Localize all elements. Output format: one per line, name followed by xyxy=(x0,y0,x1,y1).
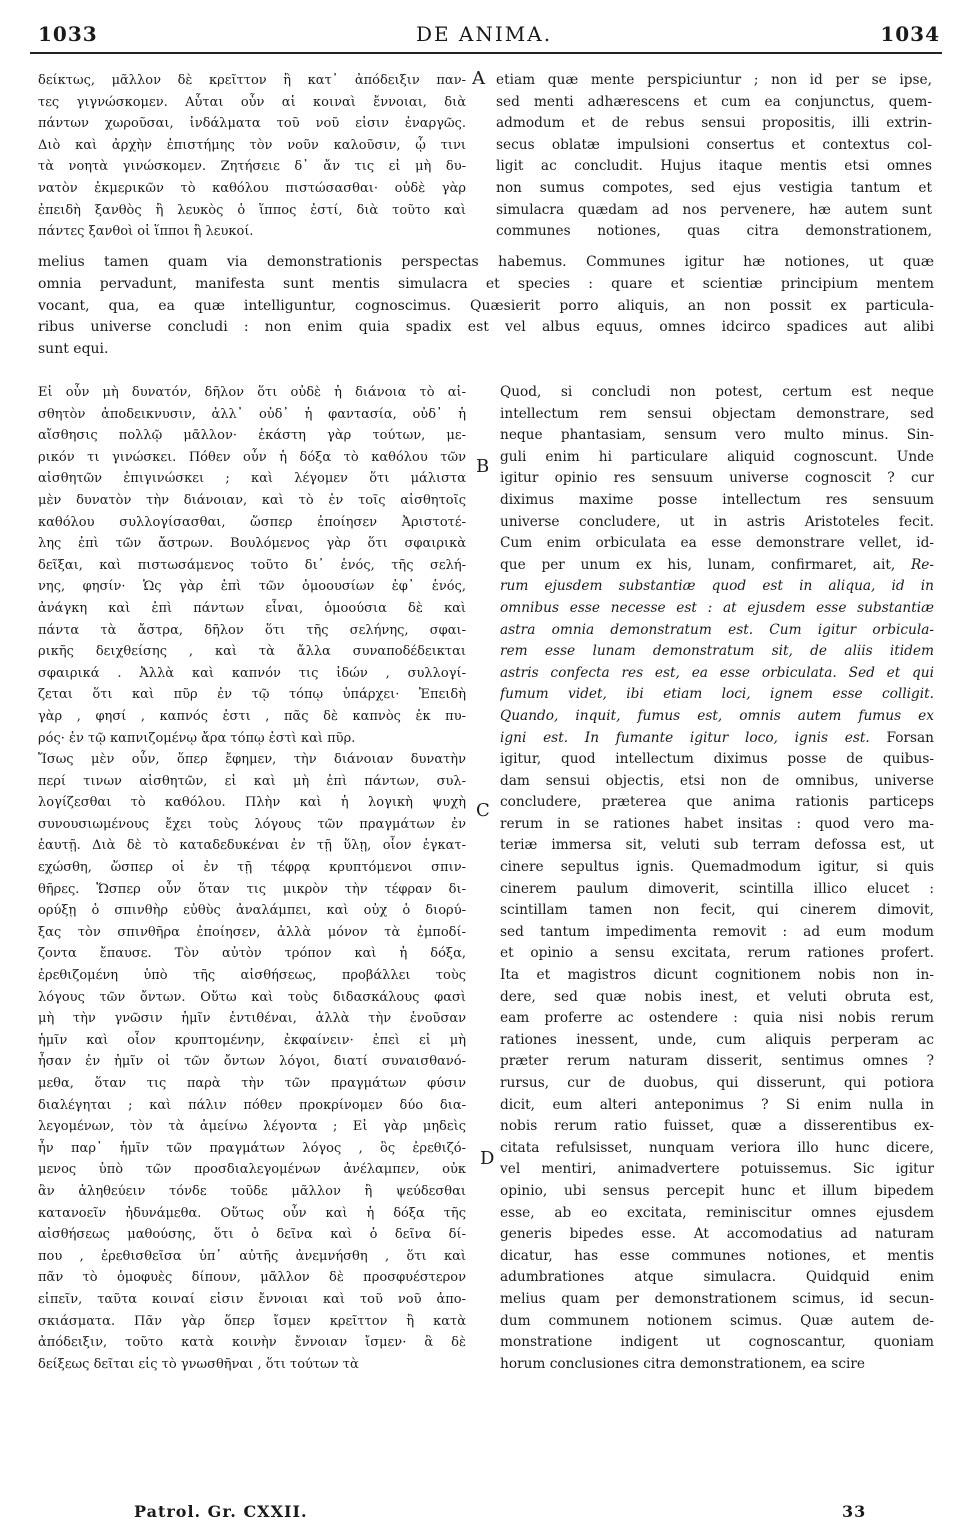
text-line: Διὸ καὶ ἀρχὴν ἐπιστήμης τὸν νοῦν καλοῦσιν, ᾧ τινι xyxy=(38,137,466,153)
text-line: εἰπεῖν, ταῦτα κοιναί εἰσιν ἔννοιαι καὶ τοῦ νοῦ ἀπο- xyxy=(38,1291,466,1307)
text-line: διαλέγηται ; καὶ πάλιν πόθεν προκρίνομεν δύο δια- xyxy=(38,1097,466,1113)
text-line: sed menti adhærescens et cum ea conjunctus, quem- xyxy=(496,93,932,110)
text-line: communes notiones, quas citra demonstrationem, xyxy=(496,223,932,240)
text-line: dicit, eum alteri anteponimus ? Si enim nulla in xyxy=(500,1096,934,1113)
text-line: μεθα, ὅταν τις παρὰ τὴν τῶν πραγμάτων φύσιν xyxy=(38,1076,466,1091)
text-line: περί τινων αἰσθητῶν, εἰ καὶ μὴ ἐπὶ πάντων, συλ- xyxy=(38,773,466,789)
text-line: ἡμῖν καὶ οἷον κρυπτομένην, ἐκφαίνειν· ἐπεὶ εἰ μὴ xyxy=(38,1032,466,1048)
text-line: νης, φησίν· Ὡς γὰρ ἐπὶ τῶν ὁμοουσίων ἐφ᾽ ἑνός, xyxy=(38,579,466,595)
text-line: esse, ab eo excitata, reminiscitur omnes ejusdem xyxy=(500,1204,934,1221)
text-line: cinerem paulum dimoverit, scintilla illico elucet : xyxy=(500,880,934,897)
text-line: admodum et de rebus sensui propositis, illi extrin- xyxy=(496,115,932,132)
text-line: Quando, inquit, fumus est, omnis autem fumus ex xyxy=(500,707,934,724)
text-line: πάντες ξανθοὶ οἱ ἵπποι ἢ λευκοί. xyxy=(38,224,254,240)
text-line: Ita et magistros dicunt cognitionem nobis non in- xyxy=(500,967,934,984)
text-line: astris confecta res est, ea esse orbiculata. Sed et qui xyxy=(500,664,934,681)
text-line: ἦσαν ἐν ἡμῖν οἱ τῶν ὄντων λόγοι, διατί συναισθανό- xyxy=(38,1054,466,1070)
text-line: δείκτως, μᾶλλον δὲ κρεῖττον ἢ κατ᾽ ἀπόδειξιν παν- xyxy=(38,73,466,88)
text-line: diximus maxime posse intellectum res sensuum xyxy=(500,491,934,508)
text-line: monstratione indigent ut cognoscantur, quoniam xyxy=(500,1334,934,1351)
text-line: melius tamen quam via demonstrationis perspectas habemus. Communes igitur hæ notiones, ut quæ xyxy=(38,254,934,270)
text-line: generis bipedes esse. At accomodatius ad naturam xyxy=(500,1226,934,1243)
page-header xyxy=(28,14,940,48)
text-line: πάντων χωροῦσαι, ἰνδάλματα τοῦ νοῦ εἰσιν ἐναργῶς. xyxy=(38,116,466,132)
text-line: ζοντα ἔπαυσε. Τὸν αὐτὸν τρόπον καὶ ἡ δόξα, xyxy=(38,946,466,962)
footer-source: Patrol. Gr. CXXII. xyxy=(134,1502,308,1521)
text-line: vel mentiri, animadvertere potuissemus. Sic igitur xyxy=(500,1161,934,1178)
text-line: κατανοεῖν ἠδυνάμεθα. Οὕτως οὖν καὶ ἡ δόξα τῆς xyxy=(38,1205,466,1221)
text-line: τες γιγνώσκομεν. Αὗται οὖν αἱ κοιναὶ ἔννοιαι, διὰ xyxy=(38,94,466,110)
top-latin-column xyxy=(496,70,932,243)
text-line: cinere sepultus ignis. Quemadmodum igitur, si quis xyxy=(500,859,934,876)
text-line: δείξεως δεῖται εἰς τὸ γνωσθῆναι , ὅτι τούτων τὰ xyxy=(38,1356,359,1372)
text-line: neque phantasiam, sensum vero multo minus. Sin- xyxy=(500,427,934,444)
text-line: αἴσθησις πολλῷ μᾶλλον· ἑκάστη γὰρ τούτων, με- xyxy=(38,428,466,444)
text-line: εχώσθη, ὥσπερ οἱ ἐν τῇ τέφρᾳ κρυπτόμενοι σπιν- xyxy=(38,860,466,876)
text-line: sunt equi. xyxy=(38,341,109,358)
text-line: ζεται ὅτι καὶ πῦρ ἐν τῷ τόπῳ ὑπάρχει· Ἐπειδὴ xyxy=(38,687,466,703)
text-line: λογίζεσθαι τὸ καθόλου. Πλὴν καὶ ἡ λογικὴ ψυχὴ xyxy=(38,795,466,811)
text-line: ρός· ἐν τῷ καπνιζομένῳ ἄρα τόπῳ ἐστὶ καὶ πῦρ. xyxy=(38,730,356,746)
text-line: σθητὸν ἀποδεικνυσιν, ἀλλ᾽ οὐδ᾽ ἡ φαντασία, οὐδ᾽ ἡ xyxy=(38,406,466,422)
text-line: dere, sed quæ nobis inest, et veluti obruta est, xyxy=(500,988,934,1005)
text-line: omnia pervadunt, manifesta sunt mentis simulacra et species : quare et scientiæ principium mentem xyxy=(38,275,934,292)
text-line: πᾶν τὸ ὁμοφυὲς δίπουν, μᾶλλον δὲ προσφυέστερον xyxy=(38,1270,466,1286)
text-line: astra omnia demonstratum est. Cum igitur orbicula- xyxy=(500,621,934,638)
column-number-left: 1033 xyxy=(38,22,98,46)
text-line: σφαιρικά . Ἀλλὰ καὶ καπνόν τις ἰδών , συλλογί- xyxy=(38,665,466,681)
text-line: rum ejusdem substantiæ quod est in aliqua, id in xyxy=(500,578,934,595)
text-line: θῆρες. Ὥσπερ οὖν ὅταν τις μικρὸν τὴν τέφραν δι- xyxy=(38,881,466,897)
text-line: dum communem notionem scimus. Quæ autem de- xyxy=(500,1312,934,1329)
text-line: universe concludere, ut in astris Aristoteles fecit. xyxy=(500,513,934,530)
header-rule xyxy=(30,52,942,54)
text-line: guli enim hi particulare aliquid cognoscunt. Unde xyxy=(500,448,934,465)
text-line: concludere, præterea que anima rationis particeps xyxy=(500,794,934,811)
text-line: νατὸν ἐκμερικῶν τὸ καθόλου πιστώσασθαι· οὐδὲ γὰρ xyxy=(38,180,466,196)
text-line: γὰρ , φησί , καπνός ἐστι , πᾶς δὲ καπνὸς ἐκ πυ- xyxy=(38,708,466,724)
text-line: τὰ νοητὰ γινώσκομεν. Ζητήσειε δ᾽ ἄν τις εἰ μὴ δυ- xyxy=(38,159,466,175)
text-line: ἦν παρ᾽ ἡμῖν τῶν πραγμάτων λόγος , ὃς ἐρεθιζό- xyxy=(38,1140,466,1156)
text-line: nobis rerum ratio fuisset, quæ a disserentibus ex- xyxy=(500,1118,934,1135)
section-marker-c: C xyxy=(476,800,490,821)
text-line: ἐρεθιζομένη ὑπὸ τῆς αἰσθήσεως, προβάλλει τοὺς xyxy=(38,968,466,984)
text-line: συνουσιωμένους ἔχει τοὺς λόγους τῶν πραγμάτων ἐν xyxy=(38,816,466,832)
text-line: δεῖξαι, καὶ πιστωσάμενος τοῦτο δι᾽ ἑνός, τῆς σελή- xyxy=(38,557,466,573)
text-line: fumum videt, ibi etiam loci, ignem esse colligit. xyxy=(500,686,934,703)
text-line: ρικῆς δειχθείσης , καὶ τὰ ἄλλα συναποδέδεικται xyxy=(38,644,466,660)
running-title: DE ANIMA. xyxy=(415,22,553,46)
text-line: omnibus esse necesse est : at ejusdem esse substantiæ xyxy=(500,599,934,616)
text-line: præter rerum naturam disserit, sentimus omnes ? xyxy=(500,1053,934,1070)
text-line: ligit ac concludit. Hujus itaque mentis etsi omnes xyxy=(496,158,932,175)
text-line: vocant, qua, ea quæ intelliguntur, cognoscimus. Quæsierit porro aliquis, an non possit ex particula- xyxy=(38,297,934,314)
text-line: ἐπειδὴ ξανθὸς ἢ λευκὸς ὁ ἵππος ἐστί, διὰ τοῦτο καὶ xyxy=(38,202,466,218)
text-line: rerum in se rationes habet insitas : quod vero ma- xyxy=(500,815,934,832)
text-line: μὲν δυνατὸν τὴν διάνοιαν, καὶ τὸ ἐν τοῖς αἰσθητοῖς xyxy=(38,492,466,508)
footer-page-number: 33 xyxy=(842,1502,867,1521)
greek-column xyxy=(38,382,466,1375)
latin-column xyxy=(500,382,934,1375)
text-line: αἰσθήσεως μαθούσης, ὅτι ὁ δεῖνα καὶ ὁ δεῖνα δί- xyxy=(38,1227,466,1243)
text-line: non sumus compotes, sed ejus vestigia tantum et xyxy=(496,179,932,196)
text-line: adumbrationes atque simulacra. Quidquid enim xyxy=(500,1269,934,1286)
text-line: etiam quæ mente perspiciuntur ; non id per se ipse, xyxy=(496,72,932,88)
text-line: simulacra quædam ad nos pervenere, hæ autem sunt xyxy=(496,201,932,218)
text-line: ξας τὸν σπινθῆρα ἐποίησεν, ἀλλὰ μόνον τὰ ἐμποδί- xyxy=(38,924,466,940)
text-line: rationes inessent, unde, cum aliquis perperam ac xyxy=(500,1031,934,1048)
text-line: opinio, ubi sensus percepit hunc et illum bipedem xyxy=(500,1182,934,1199)
text-line: ἀπόδειξιν, τοῦτο κατὰ κοινὴν ἔννοιαν ἴσμεν· ἃ δὲ xyxy=(38,1335,466,1351)
text-line: Ἴσως μὲν οὖν, ὅπερ ἔφημεν, τὴν διάνοιαν δυνατὴν xyxy=(38,752,466,768)
text-line: sed tantum impedimenta removit : ad eum modum xyxy=(500,923,934,940)
section-marker-b: B xyxy=(476,456,490,477)
text-line: αἰσθητῶν ἐπιγινώσκει ; καὶ λέγομεν ὅτι μάλιστα xyxy=(38,471,466,487)
text-line: ορύξῃ ὁ σπινθὴρ εὐθὺς ἀναλάμπει, καὶ οὐχ ὁ διορύ- xyxy=(38,903,466,919)
text-line: μὴ τὴν γνῶσιν ἡμῖν ἐντιθέναι, ἀλλὰ τὴν ἐνοῦσαν xyxy=(38,1011,466,1027)
text-line: rem esse lunam demonstratum sit, de aliis itidem xyxy=(500,643,934,660)
text-line: σκιάσματα. Πᾶν γὰρ ὅπερ ἴσμεν κρεῖττον ἢ κατὰ xyxy=(38,1313,466,1329)
text-line: Εἰ οὖν μὴ δυνατόν, δῆλον ὅτι οὐδὲ ἡ διάνοια τὸ αἰ- xyxy=(38,385,466,400)
top-greek-column xyxy=(38,70,466,243)
text-line: που , ἐρεθισθεῖσα ὑπ᾽ αὐτῆς ἀνεμνήσθη , ὅτι καὶ xyxy=(38,1248,466,1264)
text-line: λόγους τῶν ὄντων. Οὕτω καὶ τοὺς διδασκάλους φασὶ xyxy=(38,989,466,1005)
text-line: et opinio a sensu excitata, rerum rationes profert. xyxy=(500,945,934,962)
text-line: igitur, quod intellectum diximus posse de quibus- xyxy=(500,751,934,768)
text-line: horum conclusiones citra demonstrationem, ea scire xyxy=(500,1355,866,1372)
column-number-right: 1034 xyxy=(880,22,940,46)
text-line: πάντα τὰ ἄστρα, δῆλον ὅτι τῆς σελήνης, σφαι- xyxy=(38,622,466,638)
text-line: Cum enim orbiculata ea esse demonstrare vellet, id- xyxy=(500,535,934,552)
section-marker-d: D xyxy=(480,1148,495,1169)
text-line: dam sensui objectis, etsi non de omnibus, universe xyxy=(500,772,934,789)
text-line: que per unum ex his, lunam, confirmaret, ait, Re- xyxy=(500,556,934,573)
text-line: Quod, si concludi non potest, certum est neque xyxy=(500,384,934,400)
section-marker-a: A xyxy=(472,68,485,89)
text-line: dicatur, has esse communes notiones, et mentis xyxy=(500,1247,934,1264)
text-line: igni est. In fumante igitur loco, ignis est. Forsan xyxy=(500,729,934,746)
text-line: eam proferre ac ostendere : quia nisi nobis rerum xyxy=(500,1010,934,1027)
text-line: ἂν ἀληθεύειν τόνδε τοῦδε μᾶλλον ἢ ψεύδεσθαι xyxy=(38,1183,466,1199)
text-line: ribus universe concludi : non enim quia spadix est vel albus equus, omnes idcirco spadices aut alibi xyxy=(38,319,934,336)
text-line: intellectum rem sensui objectam demonstrare, sed xyxy=(500,405,934,422)
text-line: μενος ὑπὸ τῶν προσδιαλεγομένων ἀνέλαμπεν, οὐκ xyxy=(38,1162,466,1178)
text-line: ἀνάγκη καὶ ἐπὶ πάντων εἶναι, ὁμοούσια δὲ καὶ xyxy=(38,600,466,616)
text-line: teriæ immersa sit, veluti sub terram defossa est, ut xyxy=(500,837,934,854)
text-line: melius quam per demonstrationem scimus, id secun- xyxy=(500,1290,934,1307)
text-line: igitur opinio res sensuum universe cognoscit ? cur xyxy=(500,470,934,487)
text-line: citata refulsisset, nunquam veriora illo hunc dicere, xyxy=(500,1139,934,1156)
text-line: rursus, cur de duobus, qui disserunt, qui potiora xyxy=(500,1075,934,1091)
full-width-paragraph xyxy=(38,252,934,361)
text-line: scintillam tamen non fecit, qui cinerem dimovit, xyxy=(500,902,934,919)
text-line: ρικόν τι γινώσκει. Πόθεν οὖν ἡ δόξα τὸ καθόλου τῶν xyxy=(38,449,466,465)
text-line: secus oblatæ impulsioni consertus et contextus col- xyxy=(496,136,932,153)
text-line: καθόλου συλλογίσασθαι, ὥσπερ ἐποίησεν Ἀριστοτέ- xyxy=(38,514,466,530)
text-line: λεγομένων, τὸν τὰ ἀμείνω λέγοντα ; Εἰ γὰρ μηδεὶς xyxy=(38,1119,466,1135)
text-line: ἑαυτῇ. Διὰ δὲ τὸ καταδεδυκέναι ἐν τῇ ὕλῃ, οἷον ἐγκατ- xyxy=(38,838,466,854)
text-line: λης ἐπὶ τῶν ἄστρων. Βουλόμενος γὰρ ὅτι σφαιρικὰ xyxy=(38,536,466,552)
